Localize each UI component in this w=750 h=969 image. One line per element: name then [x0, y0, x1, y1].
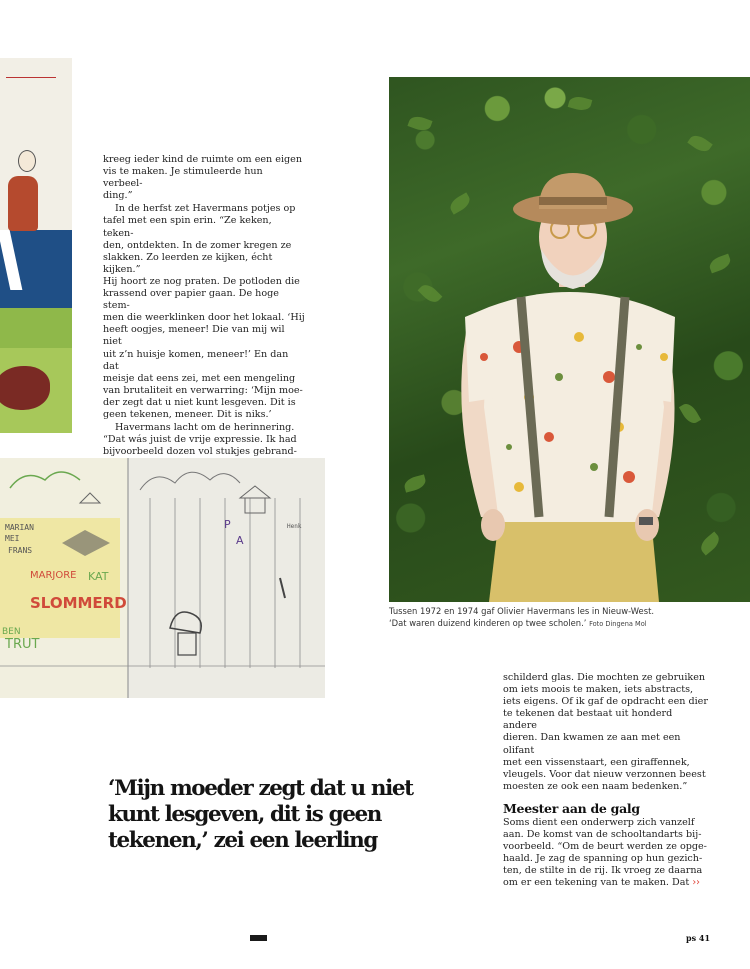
- tile-word: A: [236, 534, 244, 547]
- paragraph: Havermans lacht om de herinnering. “Dat wás juist de vrije expressie. Ik had bijvoorbeeld dozen vol stukjes gebrand-: [103, 422, 297, 458]
- tile-word: SLOMMERD: [30, 594, 127, 612]
- tile-word: P: [224, 518, 231, 531]
- drawing-figure-head: [18, 150, 36, 172]
- drawing-figure-body: [8, 176, 38, 231]
- tile-word: KAT: [88, 570, 109, 583]
- pull-quote: ‘Mijn moeder zegt dat u niet kunt lesgeven, dit is geen tekenen,’ zei een leerling: [108, 776, 413, 853]
- paragraph-text: Soms dient een onderwerp zich vanzelf aan. De komst van de schooltandarts bij- voorbeeld. “Om de beurt werden ze opge- haald. Je zag de spanning op hun gezich- ten, de stilte in de rij. Ik vroeg ze daarna om er een tekening van te maken. Dat: [503, 816, 707, 889]
- paragraph: schilderd glas. Die mochten ze gebruiken om iets moois te maken, iets abstracts, iets eigens. Of ik gaf de opdracht een dier te tekenen dat bestaat uit honderd andere dieren. Dan kwamen ze aan met een olifant met een vissenstaart, een giraffennek, vleugels. Voor dat nieuw verzonnen beest moesten ze ook een naam bedenken.”: [503, 672, 708, 792]
- article-column-1: [103, 154, 305, 458]
- paragraph: kreeg ieder kind de ruimte om een eigen vis te maken. Je stimuleerde hun verbeel- ding.”: [103, 154, 303, 202]
- drawing-rock: [0, 366, 50, 410]
- tile-drawing-svg: [0, 458, 325, 698]
- tile-word: TRUT: [5, 637, 40, 652]
- continue-arrow-icon: ››: [692, 877, 701, 889]
- paragraph: [503, 817, 708, 890]
- caption-text: Tussen 1972 en 1974 gaf Olivier Havermans les in Nieuw-West. ‘Dat waren duizend kinderen op twee scholen.’: [389, 606, 655, 629]
- article-column-2: [503, 672, 708, 890]
- tile-word: MEI: [5, 534, 20, 543]
- drawing-scribble: [6, 64, 56, 78]
- page-number: ps 41: [686, 933, 711, 943]
- tile-word: Henk: [287, 523, 302, 530]
- tile-word: BEN: [2, 627, 21, 637]
- photo-caption: [389, 605, 750, 630]
- children-tile-drawing: [0, 458, 325, 698]
- subheading: Meester aan de galg: [503, 800, 640, 816]
- portrait-photo: [389, 77, 750, 602]
- tile-word: FRANS: [8, 546, 33, 555]
- paragraph: In de herfst zet Havermans potjes op tafel met een spin erin. “Ze keken, teken- den, ontdekten. In de zomer kregen ze slakken. Zo leerden ze kijken, écht kijken.” Hij hoort ze nog praten. De potloden die krassend over papier gaan. De hoge stem- men die weerklinken door het lokaal. ‘Hij heeft oogjes, meneer! Die van mij wil niet uit z’n huisje komen, meneer!’ En dan dat meisje dat eens zei, met een mengeling van brutaliteit en verwarring: ‘Mijn moe- der zegt dat u niet kunt lesgeven. Dit is geen tekenen, meneer. Dit is niks.’: [103, 203, 305, 420]
- end-mark-icon: [250, 935, 267, 941]
- man-in-hat-figure: [389, 77, 750, 602]
- tile-word: MARIAN: [5, 523, 34, 532]
- child-drawing-figure: [0, 58, 72, 433]
- tile-word: MARJORE: [30, 570, 77, 581]
- photo-credit: Foto Dingena Mol: [589, 620, 647, 629]
